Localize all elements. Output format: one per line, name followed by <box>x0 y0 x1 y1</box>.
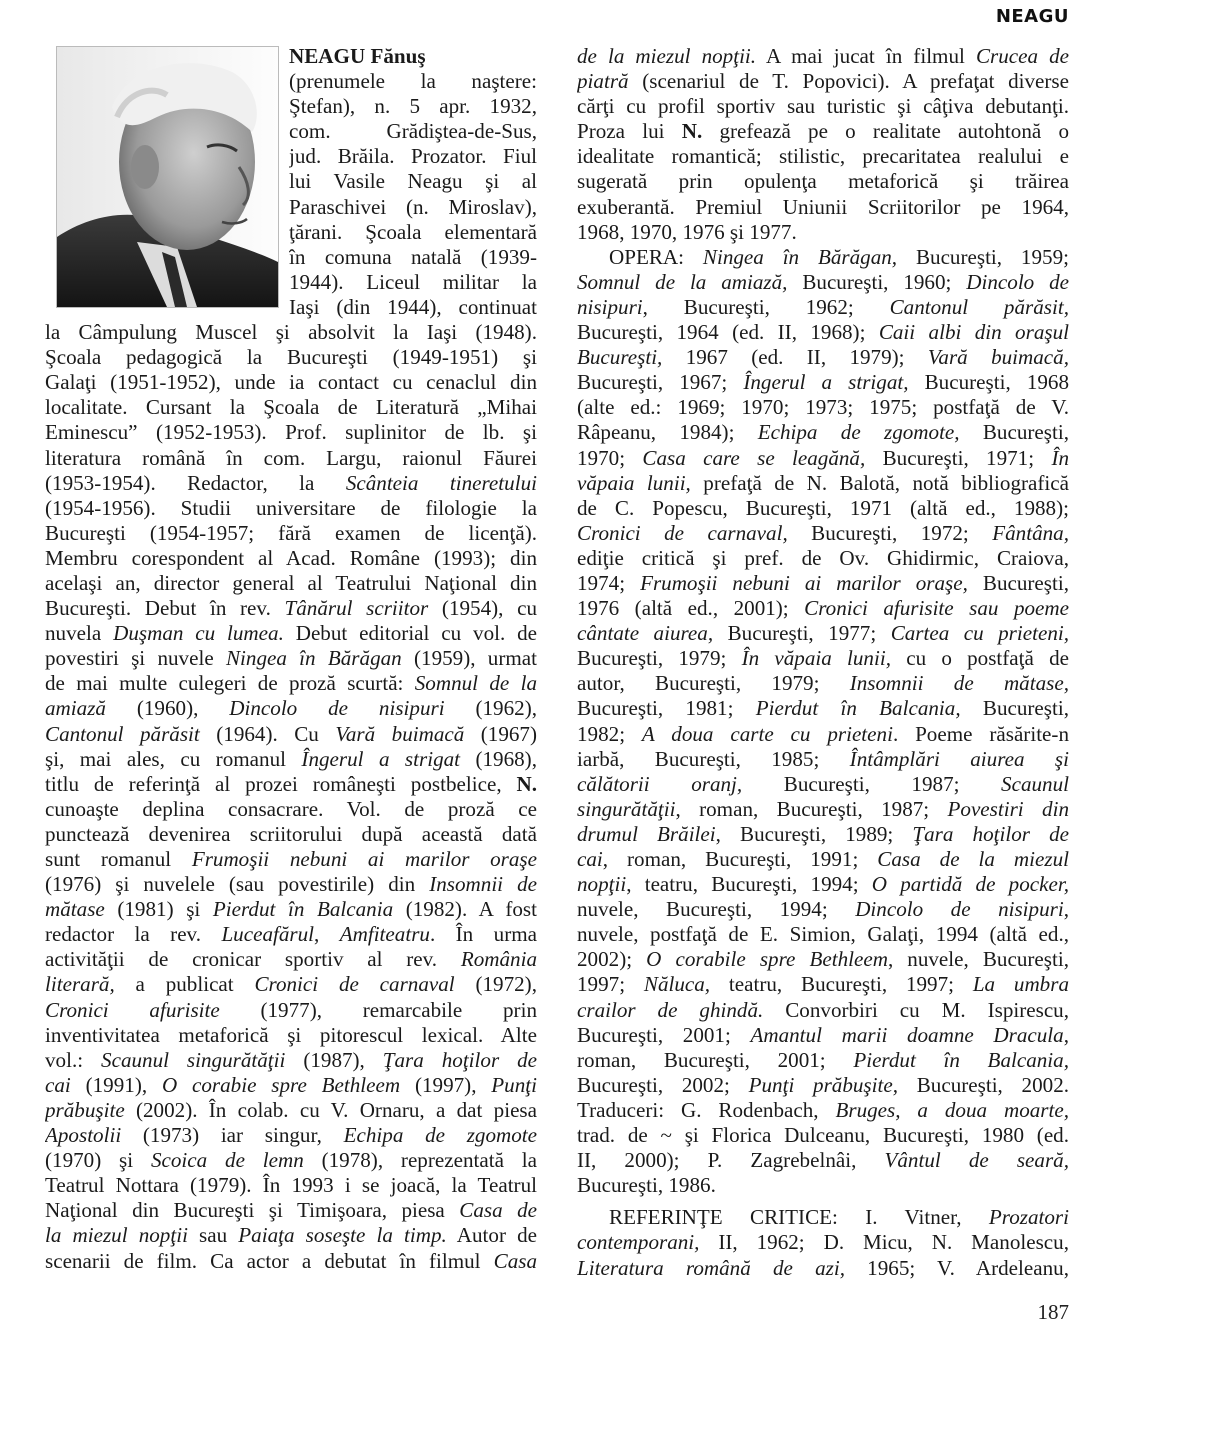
left_column-text-line: cai (1991), O corabie spre Bethleem (1997), Punţi <box>45 1072 537 1097</box>
right_column-text-line: Somnul de la amiază, Bucureşti, 1960; Dincolo de <box>577 269 1069 294</box>
left_column-text-line: povestiri şi nuvele Ningea în Bărăgan (1959), urmat <box>45 646 537 671</box>
left_column-text-line: acelaşi an, director general al Teatrului Naţional din <box>45 570 537 595</box>
left_column-text-line: com. Grădiştea-de-Sus, <box>289 119 537 144</box>
right_column-text-line: contemporani, II, 1962; D. Micu, N. Manolescu, <box>577 1230 1069 1255</box>
right_column-text-line: piatră (scenariul de T. Popovici). A prefaţat diverse <box>577 69 1069 94</box>
left_column-text-line: Cantonul părăsit (1964). Cu Vară buimacă (1967) <box>45 721 537 746</box>
left_column-text-line: literatura română în com. Largu, raionul Făurei <box>45 445 537 470</box>
left_column-text-line: prăbuşite (2002). În colab. cu V. Ornaru, a dat piesa <box>45 1097 537 1122</box>
right_column-text-line: (alte ed.: 1969; 1970; 1973; 1975; postfaţă de V. <box>577 395 1069 420</box>
left_column-text-line: titlu de referinţă al prozei româneşti postbelice, N. <box>45 771 537 796</box>
right_column-text-line: de C. Popescu, Bucureşti, 1971 (altă ed., 1988); <box>577 495 1069 520</box>
left_column-text-line: vol.: Scaunul singurătăţii (1987), Ţara hoţilor de <box>45 1047 537 1072</box>
left_column-text-line: punctează devenirea scriitorului după această dată <box>45 821 537 846</box>
right_column-text-line: crailor de ghindă. Convorbiri cu M. Ispirescu, <box>577 997 1069 1022</box>
left_column-text-line: (1976) şi nuvelele (sau povestirile) din Insomnii de <box>45 872 537 897</box>
right_column-text-line: iarbă, Bucureşti, 1985; Întâmplări aiurea şi <box>577 746 1069 771</box>
left_column-text-line: activităţii de cronicar sportiv al rev. România <box>45 947 537 972</box>
right_column-text-line: de la miezul nopţii. A mai jucat în filmul Crucea de <box>577 44 1069 68</box>
paragraph-gap <box>577 1198 1069 1205</box>
left_column-text-line: (prenumele la naştere: <box>289 69 537 94</box>
right_column-text-line: Bucureşti, 1981; Pierdut în Balcania, Bucureşti, <box>577 696 1069 721</box>
right_column-text-line: cântate aiurea, Bucureşti, 1977; Cartea cu prieteni, <box>577 621 1069 646</box>
left_column-text-line: redactor la rev. Luceafărul, Amfiteatru. În urma <box>45 922 537 947</box>
left_column-text-line: Apostolii (1973) iar singur, Echipa de zgomote <box>45 1123 537 1148</box>
right_column-text-line: nuvele, postfaţă de E. Simion, Galaţi, 1994 (altă ed., <box>577 922 1069 947</box>
left_column-text-line: ţărani. Şcoala elementară <box>289 219 537 244</box>
right_column-text-line: cărţi cu profil sportiv sau turistic şi câţiva debutanţi. <box>577 94 1069 119</box>
left_column-text-line: şi, mai ales, cu romanul Îngerul a strigat (1968), <box>45 746 537 771</box>
left_column-text-line: Bucureşti (1954-1957; fără examen de licenţă). <box>45 520 537 545</box>
right_column-text-line: Bucureşti, 1979; În văpaia lunii, cu o postfaţă de <box>577 646 1069 671</box>
left_column-text-line: Bucureşti. Debut în rev. Tânărul scriitor (1954), cu <box>45 596 537 621</box>
left_column-text-line: Paraschivei (n. Miroslav), <box>289 194 537 219</box>
left-column <box>45 44 537 1274</box>
left_column-text-line: în comuna natală (1939- <box>289 244 537 269</box>
right_column-text-line: Bucureşti, 2001; Amantul marii doamne Dracula, <box>577 1022 1069 1047</box>
left_column-text-line: cunoaşte deplina consacrare. Vol. de proză ce <box>45 796 537 821</box>
right_column-text-line: ediţie critică şi pref. de Ov. Ghidirmic, Craiova, <box>577 545 1069 570</box>
left_column-text-line: de mai multe culegeri de proză scurtă: Somnul de la <box>45 671 537 696</box>
left_column-text-line: Naţional din Bucureşti şi Timişoara, piesa Casa de <box>45 1198 537 1223</box>
right_column-text-line: văpaia lunii, prefaţă de N. Balotă, notă bibliografică <box>577 470 1069 495</box>
left_column-text-line: mătase (1981) şi Pierdut în Balcania (1982). A fost <box>45 897 537 922</box>
right-column <box>577 44 1069 1281</box>
right_column-text-line: REFERINŢE CRITICE: I. Vitner, Prozatori <box>609 1205 1069 1230</box>
left_column-text-line: la Câmpulung Muscel şi absolvit la Iaşi (1948). <box>45 320 537 345</box>
left_column-text-line: Membru corespondent al Acad. Române (1993); din <box>45 545 537 570</box>
right_column-text-line: Bucureşti, 2002; Punţi prăbuşite, Bucureşti, 2002. <box>577 1072 1069 1097</box>
page-number: 187 <box>1037 1300 1069 1324</box>
right_column-text-line: singurătăţii, roman, Bucureşti, 1987; Povestiri din <box>577 796 1069 821</box>
right_column-text-line: II, 2000); P. Zagrebelnâi, Vântul de seară, <box>577 1148 1069 1173</box>
left_column-text-line: Iaşi (din 1944), continuat <box>289 294 537 319</box>
left_column-text-line: Galaţi (1951-1952), unde ia contact cu cenaclul din <box>45 370 537 395</box>
left_column-text-line: lui Vasile Neagu şi al <box>289 169 537 194</box>
left_column-text-line: NEAGU Fănuş <box>289 44 426 68</box>
right_column-text-line: călătorii oranj, Bucureşti, 1987; Scaunul <box>577 771 1069 796</box>
right_column-text-line: sugerată prin opulenţa metaforică şi trăirea <box>577 169 1069 194</box>
left_column-text-line: (1953-1954). Redactor, la Scânteia tineretului <box>45 470 537 495</box>
right_column-text-line: Cronici de carnaval, Bucureşti, 1972; Fântâna, <box>577 520 1069 545</box>
right_column-text-line: autor, Bucureşti, 1979; Insomnii de mătase, <box>577 671 1069 696</box>
left_column-text-line: nuvela Duşman cu lumea. Debut editorial cu vol. de <box>45 621 537 646</box>
right_column-text-line: exuberantă. Premiul Uniunii Scriitorilor pe 1964, <box>577 194 1069 219</box>
left_column-text-line: literară, a publicat Cronici de carnaval (1972), <box>45 972 537 997</box>
right_column-text-line: nisipuri, Bucureşti, 1962; Cantonul părăsit, <box>577 294 1069 319</box>
right_column-text-line: 1982; A doua carte cu prieteni. Poeme răsărite-n <box>577 721 1069 746</box>
left_column-text-line: Şcoala pedagogică la Bucureşti (1949-1951) şi <box>45 345 537 370</box>
right_column-text-line: drumul Brăilei, Bucureşti, 1989; Ţara hoţilor de <box>577 821 1069 846</box>
left_column-text-line: Eminescu” (1952-1953). Prof. suplinitor de lb. şi <box>45 420 537 445</box>
left_column-text-line: Ştefan), n. 5 apr. 1932, <box>289 94 537 119</box>
right_column-text-line: 2002); O corabile spre Bethleem, nuvele, Bucureşti, <box>577 947 1069 972</box>
right_column-text-line: 1997; Năluca, teatru, Bucureşti, 1997; La umbra <box>577 972 1069 997</box>
left_column-text-line: amiază (1960), Dincolo de nisipuri (1962), <box>45 696 537 721</box>
right_column-text-line: Traduceri: G. Rodenbach, Bruges, a doua moarte, <box>577 1097 1069 1122</box>
right_column-text-line: Bucureşti, 1986. <box>577 1173 716 1198</box>
right_column-text-line: Literatura română de azi, 1965; V. Ardeleanu, <box>577 1255 1069 1280</box>
right_column-text-line: 1976 (altă ed., 2001); Cronici afurisite sau poeme <box>577 596 1069 621</box>
right_column-text-line: nopţii, teatru, Bucureşti, 1994; O partidă de pocker, <box>577 872 1069 897</box>
right_column-text-line: Bucureşti, 1967 (ed. II, 1979); Vară buimacă, <box>577 345 1069 370</box>
right_column-text-line: 1970; Casa care se leagănă, Bucureşti, 1971; În <box>577 445 1069 470</box>
left_column-text-line: la miezul nopţii sau Paiaţa soseşte la timp. Autor de <box>45 1223 537 1248</box>
left_column-text-line: (1970) şi Scoica de lemn (1978), reprezentată la <box>45 1148 537 1173</box>
right_column-text-line: OPERA: Ningea în Bărăgan, Bucureşti, 1959; <box>609 244 1069 269</box>
right_column-text-line: Râpeanu, 1984); Echipa de zgomote, Bucureşti, <box>577 420 1069 445</box>
right_column-text-line: idealitate romantică; stilistic, precaritatea realului e <box>577 144 1069 169</box>
left_column-text-line: Cronici afurisite (1977), remarcabile prin <box>45 997 537 1022</box>
right_column-text-line: cai, roman, Bucureşti, 1991; Casa de la miezul <box>577 847 1069 871</box>
left_column-text-line: sunt romanul Frumoşii nebuni ai marilor oraşe <box>45 847 537 871</box>
left_column-text-line: (1954-1956). Studii universitare de filologie la <box>45 495 537 520</box>
right_column-text-line: roman, Bucureşti, 2001; Pierdut în Balcania, <box>577 1047 1069 1072</box>
left_column-text-line: localitate. Cursant la Şcoala de Literatură „Mihai <box>45 395 537 420</box>
left_column-text-line: inventivitatea metaforică şi pitorescul lexical. Alte <box>45 1022 537 1047</box>
right_column-text-line: Bucureşti, 1964 (ed. II, 1968); Caii albi din oraşul <box>577 320 1069 345</box>
right_column-text-line: 1974; Frumoşii nebuni ai marilor oraşe, Bucureşti, <box>577 570 1069 595</box>
right_column-text-line: trad. de ~ şi Florica Dulceanu, Bucureşti, 1980 (ed. <box>577 1123 1069 1148</box>
right_column-text-line: 1968, 1970, 1976 şi 1977. <box>577 219 797 244</box>
left_column-text-line: scenarii de film. Ca actor a debutat în filmul Casa <box>45 1248 537 1273</box>
left_column-text-line: Teatrul Nottara (1979). În 1993 i se joacă, la Teatrul <box>45 1173 537 1198</box>
right_column-text-line: Proza lui N. grefează pe o realitate autohtonă o <box>577 119 1069 144</box>
running-head: NEAGU <box>995 6 1069 27</box>
left_column-text-line: 1944). Liceul militar la <box>289 269 537 294</box>
right_column-text-line: nuvele, Bucureşti, 1994; Dincolo de nisipuri, <box>577 897 1069 922</box>
right_column-text-line: Bucureşti, 1967; Îngerul a strigat, Bucureşti, 1968 <box>577 370 1069 395</box>
left_column-text-line: jud. Brăila. Prozator. Fiul <box>289 144 537 169</box>
